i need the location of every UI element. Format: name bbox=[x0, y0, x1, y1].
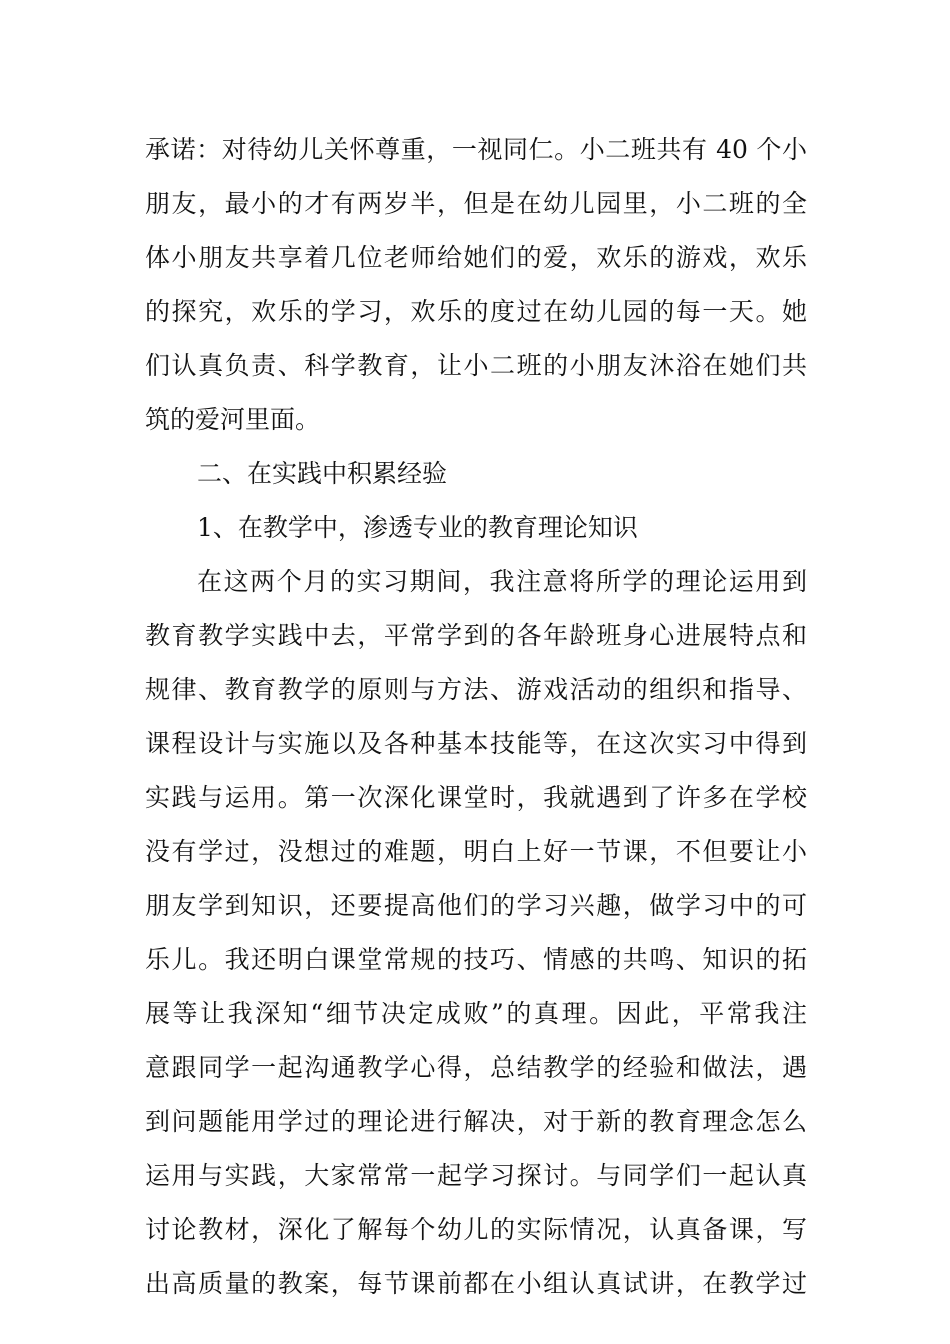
text-line: 体小朋友共享着几位老师给她们的爱，欢乐的游戏，欢乐 bbox=[145, 243, 807, 272]
subsection-heading: 1、在教学中，渗透专业的教育理论知识 bbox=[197, 513, 638, 542]
text-line: 教育教学实践中去，平常学到的各年龄班身心进展特点和 bbox=[145, 621, 807, 650]
text-line: 实践与运用。第一次深化课堂时，我就遇到了许多在学校 bbox=[145, 783, 807, 812]
text-line: 的探究，欢乐的学习，欢乐的度过在幼儿园的每一天。她 bbox=[145, 297, 807, 326]
text-line: 出高质量的教案，每节课前都在小组认真试讲，在教学过 bbox=[145, 1269, 807, 1298]
text-line: 承诺：对待幼儿关怀尊重，一视同仁。小二班共有 40 个小 bbox=[145, 135, 807, 164]
section-heading: 二、在实践中积累经验 bbox=[197, 459, 448, 488]
text-line: 们认真负责、科学教育，让小二班的小朋友沐浴在她们共 bbox=[145, 351, 807, 380]
text-line: 朋友学到知识，还要提高他们的学习兴趣，做学习中的可 bbox=[145, 891, 807, 920]
text-line: 展等让我深知“细节决定成败”的真理。因此，平常我注 bbox=[145, 999, 807, 1028]
text-line: 在这两个月的实习期间，我注意将所学的理论运用到 bbox=[197, 567, 807, 596]
text-line: 乐儿。我还明白课堂常规的技巧、情感的共鸣、知识的拓 bbox=[145, 945, 807, 974]
text-line: 到问题能用学过的理论进行解决，对于新的教育理念怎么 bbox=[145, 1107, 807, 1136]
text-line: 筑的爱河里面。 bbox=[145, 405, 321, 434]
text-line: 运用与实践，大家常常一起学习探讨。与同学们一起认真 bbox=[145, 1161, 807, 1190]
text-line: 课程设计与实施以及各种基本技能等，在这次实习中得到 bbox=[145, 729, 807, 758]
text-line: 朋友，最小的才有两岁半，但是在幼儿园里，小二班的全 bbox=[145, 189, 807, 218]
text-line: 讨论教材，深化了解每个幼儿的实际情况，认真备课，写 bbox=[145, 1215, 807, 1244]
text-line: 没有学过，没想过的难题，明白上好一节课，不但要让小 bbox=[145, 837, 807, 866]
text-line: 意跟同学一起沟通教学心得，总结教学的经验和做法，遇 bbox=[145, 1053, 807, 1082]
text-line: 规律、教育教学的原则与方法、游戏活动的组织和指导、 bbox=[145, 675, 807, 704]
document-body bbox=[145, 123, 807, 1311]
